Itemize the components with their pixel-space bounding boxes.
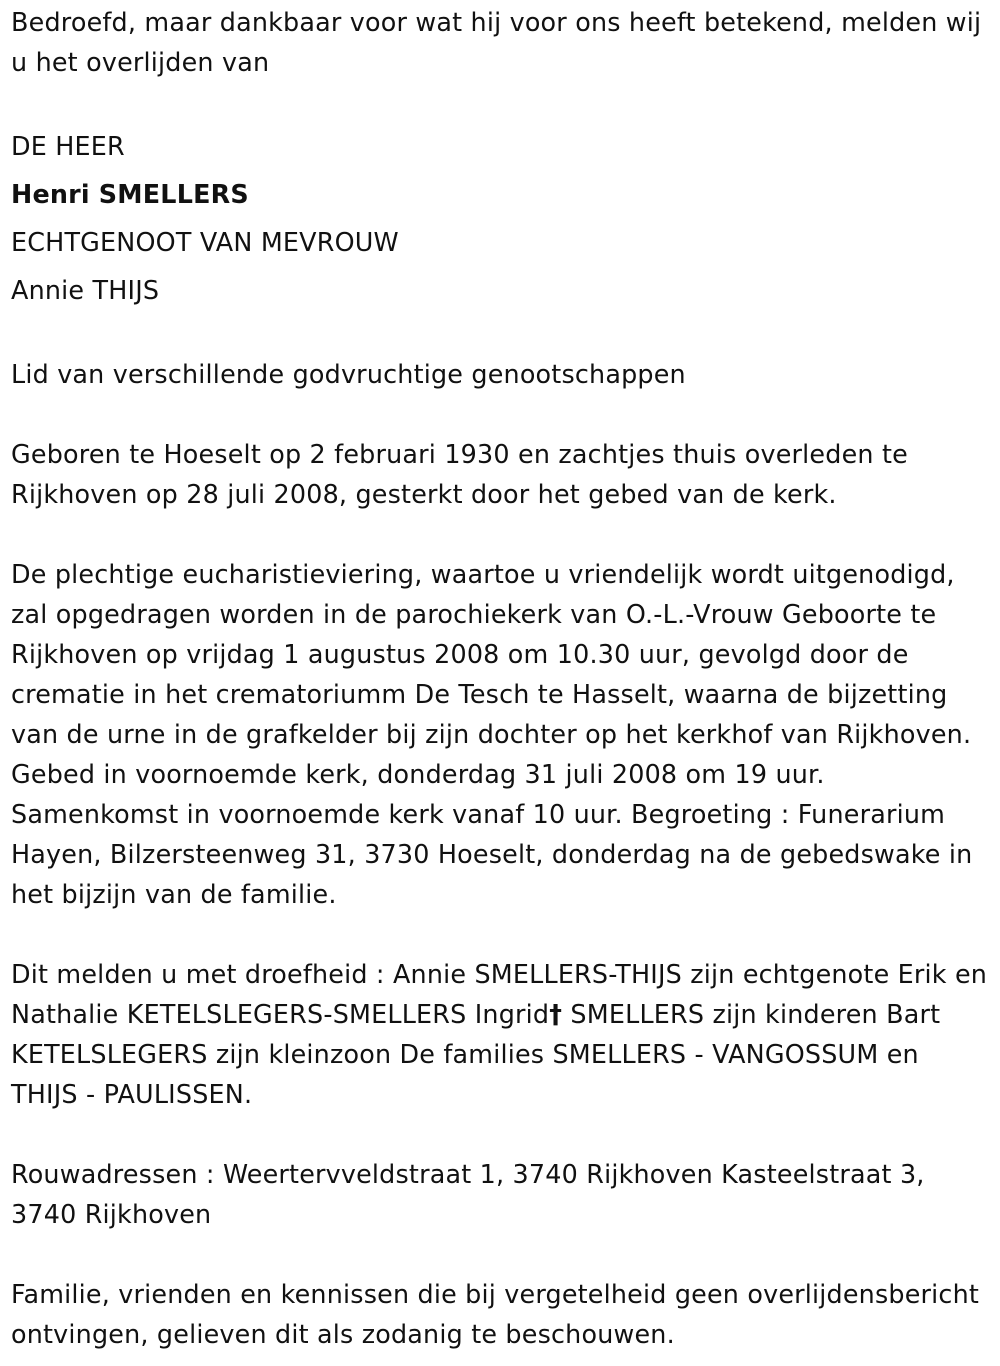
spacer [11,82,991,122]
spouse-label: ECHTGENOOT VAN MEVROUW [11,227,399,257]
birth-death-paragraph: Geboren te Hoeselt op 2 februari 1930 en zachtjes thuis overleden te Rijkhoven op 28 juli 2008, gesterkt door het gebed van de kerk. [11,439,908,509]
spacer [11,514,991,554]
intro-paragraph: Bedroefd, maar dankbaar voor wat hij voor ons heeft betekend, melden wij u het overlijden van [11,7,982,77]
spacer [11,394,991,434]
obituary-text [11,2,991,1354]
addresses-paragraph: Rouwadressen : Weertervveldstraat 1, 3740 Rijkhoven Kasteelstraat 3, 3740 Rijkhoven [11,1159,925,1229]
membership-paragraph: Lid van verschillende godvruchtige genootschappen [11,359,686,389]
family-text-part2: SMELLERS zijn kinderen Bart KETELSLEGERS zijn kleinzoon De families SMELLERS - VANGOSSUM en THIJS - PAULISSEN. [11,999,941,1109]
deceased-name: Henri SMELLERS [11,179,249,209]
spacer [11,1234,991,1274]
spacer [11,1114,991,1154]
closing-paragraph: Familie, vrienden en kennissen die bij vergetelheid geen overlijdensbericht ontvingen, gelieven dit als zodanig te beschouwen. [11,1279,980,1349]
family-paragraph [11,954,991,1114]
ceremony-paragraph: De plechtige eucharistieviering, waartoe u vriendelijk wordt uitgenodigd, zal opgedragen worden in de parochiekerk van O.-L.-Vrouw Geboorte te Rijkhoven op vrijdag 1 augustus 2008 om 10.30 uur, gevolgd door de crematie in het crematoriumm De Tesch te Hasselt, waarna de bijzetting van de urne in de grafkelder bij zijn dochter op het kerkhof van Rijkhoven. Gebed in voornoemde kerk, donderdag 31 juli 2008 om 19 uur. Samenkomst in voornoemde kerk vanaf 10 uur. Begroeting : Funerarium Hayen, Bilzersteenweg 31, 3730 Hoeselt, donderdag na de gebedswake in het bijzijn van de familie. [11,559,973,909]
spacer [11,914,991,954]
cross-icon: † [549,999,563,1029]
family-text-part1: Dit melden u met droefheid : Annie SMELLERS-THIJS zijn echtgenote Erik en Nathalie KETELSLEGERS-SMELLERS Ingrid [11,959,988,1029]
spacer [11,314,991,354]
spouse-name: Annie THIJS [11,275,160,305]
honorific-title: DE HEER [11,131,125,161]
